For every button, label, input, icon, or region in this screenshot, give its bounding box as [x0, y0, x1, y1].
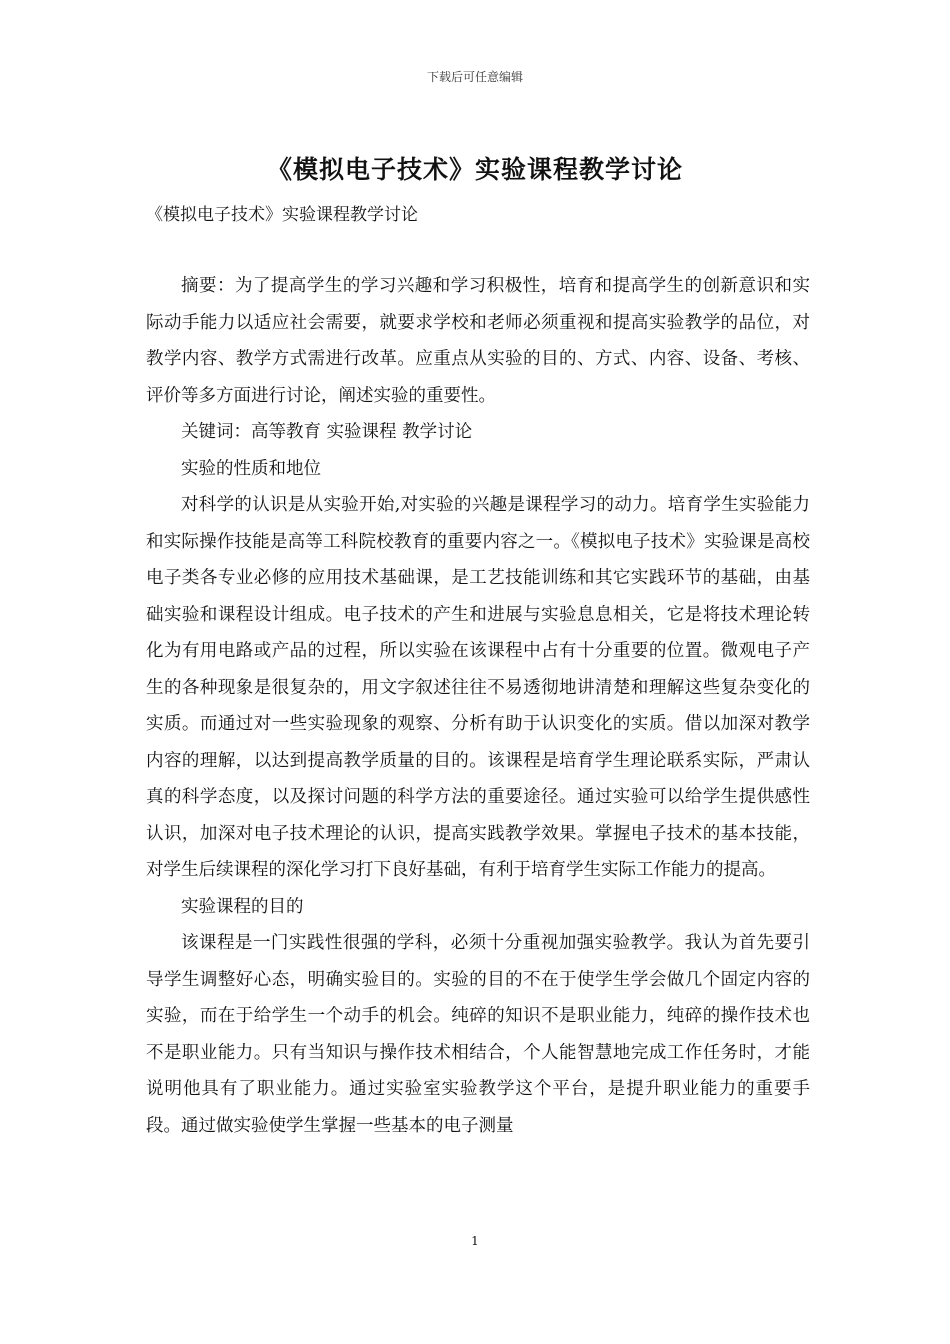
section-heading-purpose: 实验课程的目的	[181, 896, 304, 917]
body-paragraph: 该课程是一门实践性很强的学科，必须十分重视加强实验教学。我认为首先要引导学生调整好心态，明确实验目的。实验的目的不在于使学生学会做几个固定内容的实验，而在于给学生一个动手的机会。纯碎的知识不是职业能力，纯碎的操作技术也不是职业能力。只有当知识与操作技术相结合，个人能智慧地完成工作任务时，才能说明他具有了职业能力。通过实验室实验教学这个平台，是提升职业能力的重要手段。通过做实验使学生掌握一些基本的电子测量	[146, 933, 810, 1136]
header-note: 下载后可任意编辑	[426, 70, 523, 84]
abstract-paragraph: 摘要：为了提高学生的学习兴趣和学习积极性，培育和提高学生的创新意识和实际动手能力以适应社会需要，就要求学校和老师必须重视和提高实验教学的品位，对教学内容、教学方式需进行改革。应重点从实验的目的、方式、内容、设备、考核、评价等多方面进行讨论，阐述实验的重要性。	[146, 276, 810, 406]
body-paragraph: 对科学的认识是从实验开始,对实验的兴趣是课程学习的动力。培育学生实验能力和实际操作技能是高等工科院校教育的重要内容之一。《模拟电子技术》实验课是高校电子类各专业必修的应用技术基础课，是工艺技能训练和其它实践环节的基础，由基础实验和课程设计组成。电子技术的产生和进展与实验息息相关，它是将技术理论转化为有用电路或产品的过程，所以实验在该课程中占有十分重要的位置。微观电子产生的各种现象是很复杂的，用文字叙述往往不易透彻地讲清楚和理解这些复杂变化的实质。而通过对一些实验现象的观察、分析有助于认识变化的实质。借以加深对教学内容的理解，以达到提高教学质量的目的。该课程是培育学生理论联系实际，严肃认真的科学态度，以及探讨问题的科学方法的重要途径。通过实验可以给学生提供感性认识，加深对电子技术理论的认识，提高实践教学效果。掌握电子技术的基本技能，对学生后续课程的深化学习打下良好基础，有利于培育学生实际工作能力的提高。	[146, 495, 810, 880]
document-title: 《模拟电子技术》实验课程教学讨论	[266, 155, 683, 184]
page-number: 1	[471, 1234, 479, 1248]
document-subtitle: 《模拟电子技术》实验课程教学讨论	[146, 205, 418, 225]
document-body	[146, 268, 810, 1144]
keywords-paragraph: 关键词：高等教育 实验课程 教学讨论	[181, 422, 473, 442]
section-heading-nature: 实验的性质和地位	[181, 458, 321, 479]
